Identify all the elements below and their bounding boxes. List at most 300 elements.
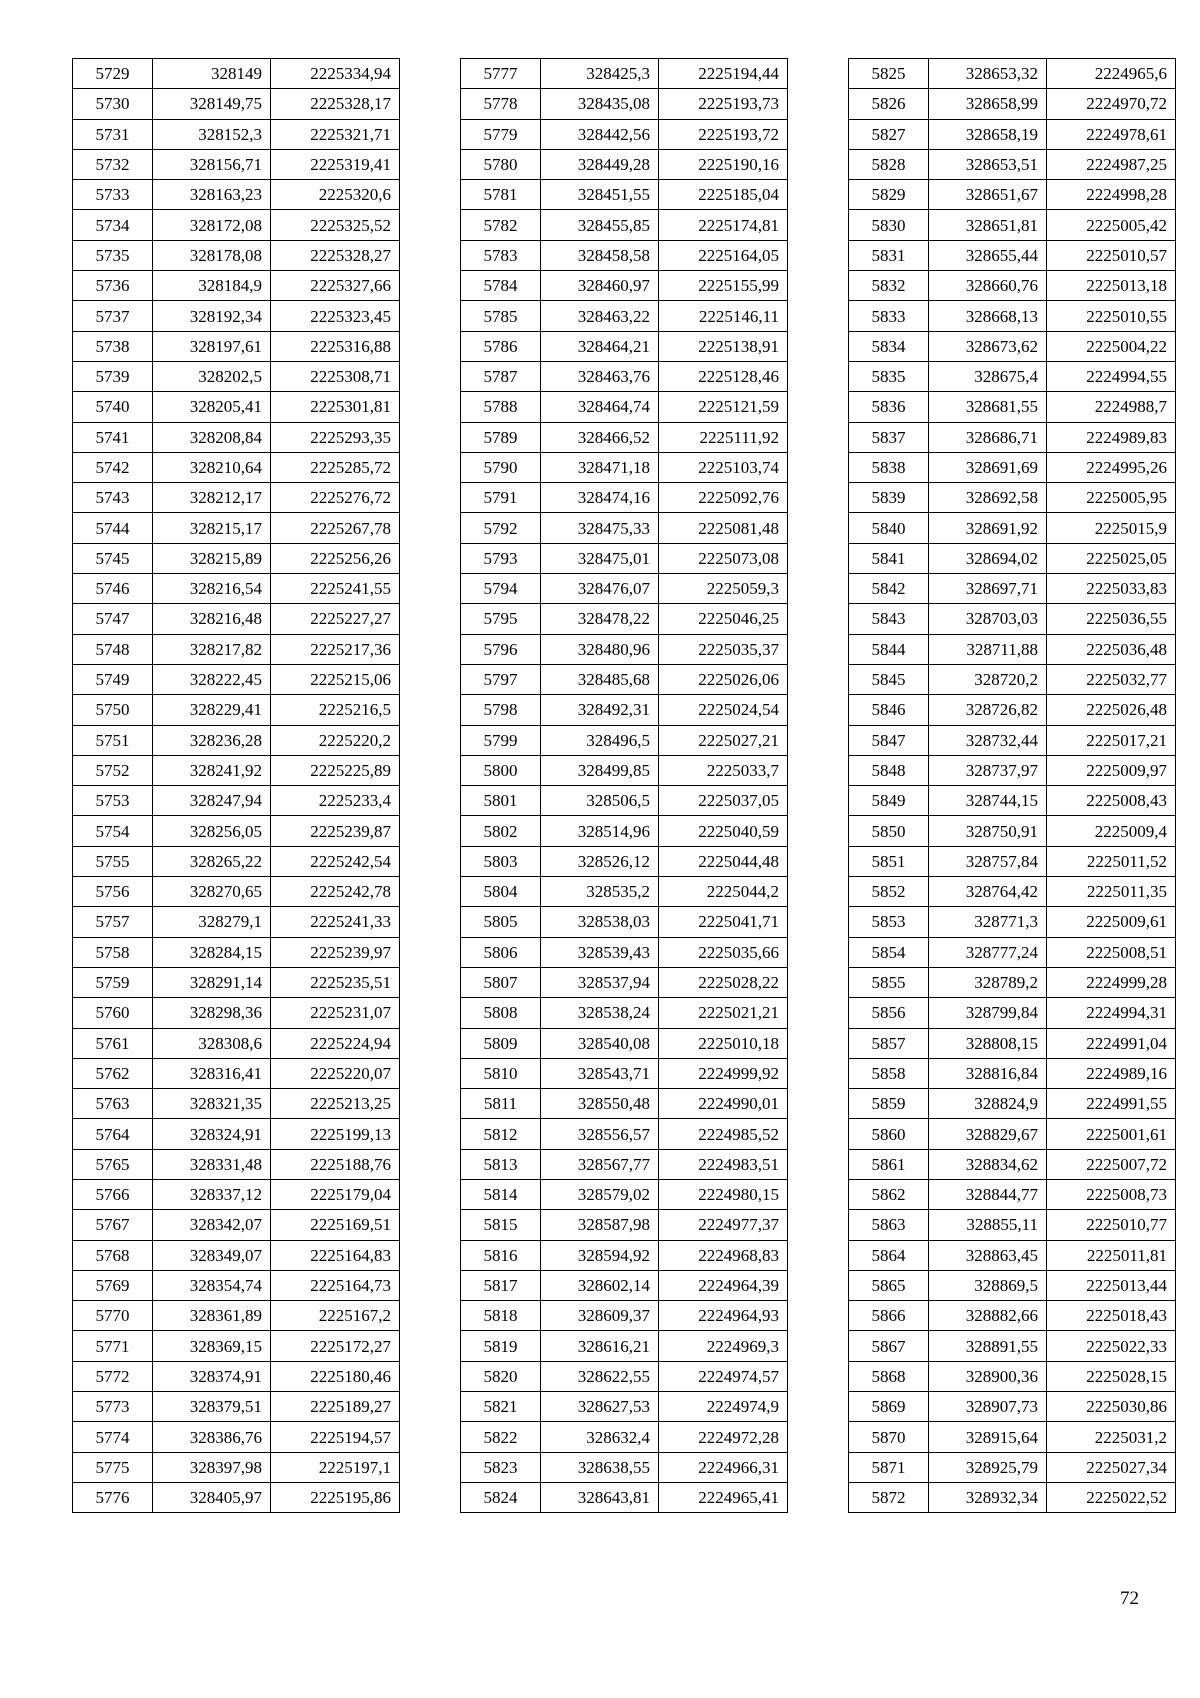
x-coordinate-cell: 328543,71 — [541, 1058, 659, 1088]
point-number-cell: 5798 — [461, 695, 541, 725]
table-row — [73, 1361, 400, 1391]
x-coordinate-cell: 328208,84 — [153, 422, 271, 452]
x-coordinate-cell: 328737,97 — [929, 755, 1047, 785]
y-coordinate-cell: 2225021,21 — [659, 998, 788, 1028]
x-coordinate-cell: 328216,54 — [153, 574, 271, 604]
table-row — [849, 301, 1176, 331]
x-coordinate-cell: 328361,89 — [153, 1301, 271, 1331]
point-number-cell: 5781 — [461, 180, 541, 210]
point-number-cell: 5854 — [849, 937, 929, 967]
y-coordinate-cell: 2225293,35 — [271, 422, 400, 452]
table-row — [73, 331, 400, 361]
x-coordinate-cell: 328844,77 — [929, 1179, 1047, 1209]
y-coordinate-cell: 2225172,27 — [271, 1331, 400, 1361]
y-coordinate-cell: 2224966,31 — [659, 1452, 788, 1482]
y-coordinate-cell: 2225005,95 — [1047, 483, 1176, 513]
x-coordinate-cell: 328342,07 — [153, 1210, 271, 1240]
x-coordinate-cell: 328485,68 — [541, 664, 659, 694]
point-number-cell: 5810 — [461, 1058, 541, 1088]
x-coordinate-cell: 328855,11 — [929, 1210, 1047, 1240]
y-coordinate-cell: 2225323,45 — [271, 301, 400, 331]
x-coordinate-cell: 328638,55 — [541, 1452, 659, 1482]
table-row — [849, 361, 1176, 391]
table-row — [461, 392, 788, 422]
x-coordinate-cell: 328609,37 — [541, 1301, 659, 1331]
y-coordinate-cell: 2225128,46 — [659, 361, 788, 391]
x-coordinate-cell: 328321,35 — [153, 1089, 271, 1119]
x-coordinate-cell: 328556,57 — [541, 1119, 659, 1149]
x-coordinate-cell: 328651,81 — [929, 210, 1047, 240]
point-number-cell: 5816 — [461, 1240, 541, 1270]
y-coordinate-cell: 2225195,86 — [271, 1482, 400, 1512]
table-row — [73, 725, 400, 755]
table-row — [849, 695, 1176, 725]
x-coordinate-cell: 328460,97 — [541, 271, 659, 301]
y-coordinate-cell: 2225041,71 — [659, 907, 788, 937]
point-number-cell: 5840 — [849, 513, 929, 543]
y-coordinate-cell: 2225179,04 — [271, 1179, 400, 1209]
y-coordinate-cell: 2225321,71 — [271, 119, 400, 149]
y-coordinate-cell: 2225005,42 — [1047, 210, 1176, 240]
table-row — [849, 1149, 1176, 1179]
y-coordinate-cell: 2225036,55 — [1047, 604, 1176, 634]
y-coordinate-cell: 2225169,51 — [271, 1210, 400, 1240]
x-coordinate-cell: 328463,22 — [541, 301, 659, 331]
y-coordinate-cell: 2225308,71 — [271, 361, 400, 391]
table-row — [73, 1452, 400, 1482]
point-number-cell: 5766 — [73, 1179, 153, 1209]
point-number-cell: 5825 — [849, 59, 929, 89]
x-coordinate-cell: 328458,58 — [541, 240, 659, 270]
table-row — [461, 695, 788, 725]
point-number-cell: 5833 — [849, 301, 929, 331]
x-coordinate-cell: 328720,2 — [929, 664, 1047, 694]
x-coordinate-cell: 328270,65 — [153, 877, 271, 907]
table-row — [849, 998, 1176, 1028]
table-row — [849, 1270, 1176, 1300]
y-coordinate-cell: 2225010,57 — [1047, 240, 1176, 270]
table-row — [73, 452, 400, 482]
x-coordinate-cell: 328331,48 — [153, 1149, 271, 1179]
table-row — [461, 1119, 788, 1149]
point-number-cell: 5730 — [73, 89, 153, 119]
table-row — [849, 1331, 1176, 1361]
x-coordinate-cell: 328655,44 — [929, 240, 1047, 270]
table-row — [461, 786, 788, 816]
point-number-cell: 5828 — [849, 149, 929, 179]
table-row — [461, 361, 788, 391]
y-coordinate-cell: 2225026,06 — [659, 664, 788, 694]
y-coordinate-cell: 2225035,37 — [659, 634, 788, 664]
y-coordinate-cell: 2225267,78 — [271, 513, 400, 543]
table-row — [849, 483, 1176, 513]
y-coordinate-cell: 2225167,2 — [271, 1301, 400, 1331]
point-number-cell: 5818 — [461, 1301, 541, 1331]
table-row — [849, 1301, 1176, 1331]
x-coordinate-cell: 328506,5 — [541, 786, 659, 816]
y-coordinate-cell: 2225180,46 — [271, 1361, 400, 1391]
table-row — [849, 846, 1176, 876]
y-coordinate-cell: 2225146,11 — [659, 301, 788, 331]
point-number-cell: 5859 — [849, 1089, 929, 1119]
point-number-cell: 5776 — [73, 1482, 153, 1512]
x-coordinate-cell: 328405,97 — [153, 1482, 271, 1512]
table-row — [461, 422, 788, 452]
table-row — [849, 1089, 1176, 1119]
y-coordinate-cell: 2225030,86 — [1047, 1392, 1176, 1422]
point-number-cell: 5834 — [849, 331, 929, 361]
y-coordinate-cell: 2225027,21 — [659, 725, 788, 755]
table-row — [849, 967, 1176, 997]
point-number-cell: 5863 — [849, 1210, 929, 1240]
point-number-cell: 5793 — [461, 543, 541, 573]
table-row — [849, 907, 1176, 937]
y-coordinate-cell: 2224989,16 — [1047, 1058, 1176, 1088]
point-number-cell: 5788 — [461, 392, 541, 422]
y-coordinate-cell: 2225174,81 — [659, 210, 788, 240]
table-row — [73, 574, 400, 604]
x-coordinate-cell: 328152,3 — [153, 119, 271, 149]
point-number-cell: 5778 — [461, 89, 541, 119]
x-coordinate-cell: 328757,84 — [929, 846, 1047, 876]
x-coordinate-cell: 328442,56 — [541, 119, 659, 149]
y-coordinate-cell: 2225044,48 — [659, 846, 788, 876]
point-number-cell: 5841 — [849, 543, 929, 573]
y-coordinate-cell: 2224999,28 — [1047, 967, 1176, 997]
point-number-cell: 5785 — [461, 301, 541, 331]
y-coordinate-cell: 2224964,39 — [659, 1270, 788, 1300]
x-coordinate-cell: 328499,85 — [541, 755, 659, 785]
point-number-cell: 5831 — [849, 240, 929, 270]
point-number-cell: 5871 — [849, 1452, 929, 1482]
point-number-cell: 5750 — [73, 695, 153, 725]
x-coordinate-cell: 328673,62 — [929, 331, 1047, 361]
table-row — [461, 89, 788, 119]
x-coordinate-cell: 328602,14 — [541, 1270, 659, 1300]
point-number-cell: 5827 — [849, 119, 929, 149]
table-row — [73, 937, 400, 967]
x-coordinate-cell: 328464,74 — [541, 392, 659, 422]
table-row — [73, 1210, 400, 1240]
table-row — [73, 1240, 400, 1270]
point-number-cell: 5786 — [461, 331, 541, 361]
y-coordinate-cell: 2225011,81 — [1047, 1240, 1176, 1270]
point-number-cell: 5842 — [849, 574, 929, 604]
x-coordinate-cell: 328567,77 — [541, 1149, 659, 1179]
x-coordinate-cell: 328349,07 — [153, 1240, 271, 1270]
x-coordinate-cell: 328478,22 — [541, 604, 659, 634]
point-number-cell: 5771 — [73, 1331, 153, 1361]
point-number-cell: 5832 — [849, 271, 929, 301]
y-coordinate-cell: 2224977,37 — [659, 1210, 788, 1240]
point-number-cell: 5870 — [849, 1422, 929, 1452]
x-coordinate-cell: 328537,94 — [541, 967, 659, 997]
x-coordinate-cell: 328750,91 — [929, 816, 1047, 846]
x-coordinate-cell: 328863,45 — [929, 1240, 1047, 1270]
x-coordinate-cell: 328692,58 — [929, 483, 1047, 513]
point-number-cell: 5815 — [461, 1210, 541, 1240]
y-coordinate-cell: 2225327,66 — [271, 271, 400, 301]
table-row — [461, 271, 788, 301]
table-row — [849, 664, 1176, 694]
y-coordinate-cell: 2225036,48 — [1047, 634, 1176, 664]
x-coordinate-cell: 328449,28 — [541, 149, 659, 179]
point-number-cell: 5748 — [73, 634, 153, 664]
x-coordinate-cell: 328265,22 — [153, 846, 271, 876]
table-row — [461, 543, 788, 573]
point-number-cell: 5855 — [849, 967, 929, 997]
table-row — [73, 1301, 400, 1331]
x-coordinate-cell: 328764,42 — [929, 877, 1047, 907]
table-row — [73, 695, 400, 725]
x-coordinate-cell: 328492,31 — [541, 695, 659, 725]
table-row — [849, 543, 1176, 573]
y-coordinate-cell: 2225233,4 — [271, 786, 400, 816]
table-row — [461, 1089, 788, 1119]
y-coordinate-cell: 2225239,87 — [271, 816, 400, 846]
y-coordinate-cell: 2225328,17 — [271, 89, 400, 119]
table-row — [73, 59, 400, 89]
point-number-cell: 5732 — [73, 149, 153, 179]
coordinate-table-2 — [460, 58, 788, 1513]
table-row — [73, 816, 400, 846]
point-number-cell: 5850 — [849, 816, 929, 846]
point-number-cell: 5753 — [73, 786, 153, 816]
point-number-cell: 5843 — [849, 604, 929, 634]
x-coordinate-cell: 328550,48 — [541, 1089, 659, 1119]
y-coordinate-cell: 2224972,28 — [659, 1422, 788, 1452]
point-number-cell: 5747 — [73, 604, 153, 634]
point-number-cell: 5757 — [73, 907, 153, 937]
y-coordinate-cell: 2225009,4 — [1047, 816, 1176, 846]
table-row — [73, 149, 400, 179]
x-coordinate-cell: 328632,4 — [541, 1422, 659, 1452]
x-coordinate-cell: 328291,14 — [153, 967, 271, 997]
x-coordinate-cell: 328829,67 — [929, 1119, 1047, 1149]
y-coordinate-cell: 2225027,34 — [1047, 1452, 1176, 1482]
x-coordinate-cell: 328241,92 — [153, 755, 271, 785]
point-number-cell: 5795 — [461, 604, 541, 634]
y-coordinate-cell: 2225013,18 — [1047, 271, 1176, 301]
y-coordinate-cell: 2225216,5 — [271, 695, 400, 725]
table-row — [73, 1119, 400, 1149]
table-row — [849, 816, 1176, 846]
table-row — [461, 1452, 788, 1482]
point-number-cell: 5864 — [849, 1240, 929, 1270]
x-coordinate-cell: 328172,08 — [153, 210, 271, 240]
x-coordinate-cell: 328915,64 — [929, 1422, 1047, 1452]
table-row — [73, 119, 400, 149]
table-row — [849, 1028, 1176, 1058]
point-number-cell: 5839 — [849, 483, 929, 513]
table-row — [849, 149, 1176, 179]
x-coordinate-cell: 328660,76 — [929, 271, 1047, 301]
y-coordinate-cell: 2225004,22 — [1047, 331, 1176, 361]
point-number-cell: 5733 — [73, 180, 153, 210]
x-coordinate-cell: 328279,1 — [153, 907, 271, 937]
x-coordinate-cell: 328587,98 — [541, 1210, 659, 1240]
x-coordinate-cell: 328379,51 — [153, 1392, 271, 1422]
y-coordinate-cell: 2225320,6 — [271, 180, 400, 210]
x-coordinate-cell: 328212,17 — [153, 483, 271, 513]
table-row — [73, 998, 400, 1028]
point-number-cell: 5760 — [73, 998, 153, 1028]
point-number-cell: 5804 — [461, 877, 541, 907]
point-number-cell: 5869 — [849, 1392, 929, 1422]
x-coordinate-cell: 328711,88 — [929, 634, 1047, 664]
x-coordinate-cell: 328907,73 — [929, 1392, 1047, 1422]
x-coordinate-cell: 328337,12 — [153, 1179, 271, 1209]
y-coordinate-cell: 2225199,13 — [271, 1119, 400, 1149]
y-coordinate-cell: 2225046,25 — [659, 604, 788, 634]
x-coordinate-cell: 328156,71 — [153, 149, 271, 179]
y-coordinate-cell: 2224983,51 — [659, 1149, 788, 1179]
point-number-cell: 5848 — [849, 755, 929, 785]
table-row — [849, 574, 1176, 604]
point-number-cell: 5777 — [461, 59, 541, 89]
y-coordinate-cell: 2224985,52 — [659, 1119, 788, 1149]
point-number-cell: 5811 — [461, 1089, 541, 1119]
point-number-cell: 5814 — [461, 1179, 541, 1209]
table-row — [73, 1331, 400, 1361]
y-coordinate-cell: 2225009,97 — [1047, 755, 1176, 785]
table-row — [461, 1422, 788, 1452]
x-coordinate-cell: 328616,21 — [541, 1331, 659, 1361]
y-coordinate-cell: 2224991,55 — [1047, 1089, 1176, 1119]
x-coordinate-cell: 328627,53 — [541, 1392, 659, 1422]
table-row — [461, 574, 788, 604]
table-row — [461, 513, 788, 543]
table-row — [849, 1452, 1176, 1482]
table-row — [73, 604, 400, 634]
table-row — [849, 422, 1176, 452]
point-number-cell: 5770 — [73, 1301, 153, 1331]
table-row — [73, 1482, 400, 1512]
point-number-cell: 5751 — [73, 725, 153, 755]
x-coordinate-cell: 328215,17 — [153, 513, 271, 543]
x-coordinate-cell: 328824,9 — [929, 1089, 1047, 1119]
y-coordinate-cell: 2225033,7 — [659, 755, 788, 785]
table-row — [73, 301, 400, 331]
y-coordinate-cell: 2224978,61 — [1047, 119, 1176, 149]
x-coordinate-cell: 328653,51 — [929, 149, 1047, 179]
y-coordinate-cell: 2225013,44 — [1047, 1270, 1176, 1300]
table-row — [461, 907, 788, 937]
table-row — [849, 755, 1176, 785]
y-coordinate-cell: 2225231,07 — [271, 998, 400, 1028]
table-row — [461, 1028, 788, 1058]
x-coordinate-cell: 328471,18 — [541, 452, 659, 482]
table-row — [73, 180, 400, 210]
table-row — [461, 816, 788, 846]
table-row — [461, 210, 788, 240]
point-number-cell: 5856 — [849, 998, 929, 1028]
point-number-cell: 5868 — [849, 1361, 929, 1391]
y-coordinate-cell: 2224989,83 — [1047, 422, 1176, 452]
y-coordinate-cell: 2225194,44 — [659, 59, 788, 89]
y-coordinate-cell: 2225325,52 — [271, 210, 400, 240]
y-coordinate-cell: 2225037,05 — [659, 786, 788, 816]
point-number-cell: 5819 — [461, 1331, 541, 1361]
y-coordinate-cell: 2225194,57 — [271, 1422, 400, 1452]
table-row — [849, 89, 1176, 119]
table-row — [73, 240, 400, 270]
x-coordinate-cell: 328397,98 — [153, 1452, 271, 1482]
x-coordinate-cell: 328726,82 — [929, 695, 1047, 725]
point-number-cell: 5729 — [73, 59, 153, 89]
x-coordinate-cell: 328386,76 — [153, 1422, 271, 1452]
table-row — [461, 604, 788, 634]
x-coordinate-cell: 328475,33 — [541, 513, 659, 543]
x-coordinate-cell: 328732,44 — [929, 725, 1047, 755]
table-row — [461, 937, 788, 967]
point-number-cell: 5789 — [461, 422, 541, 452]
y-coordinate-cell: 2224969,3 — [659, 1331, 788, 1361]
table-row — [849, 937, 1176, 967]
table-row — [461, 998, 788, 1028]
y-coordinate-cell: 2225164,05 — [659, 240, 788, 270]
x-coordinate-cell: 328816,84 — [929, 1058, 1047, 1088]
x-coordinate-cell: 328284,15 — [153, 937, 271, 967]
point-number-cell: 5853 — [849, 907, 929, 937]
table-row — [73, 422, 400, 452]
x-coordinate-cell: 328882,66 — [929, 1301, 1047, 1331]
x-coordinate-cell: 328476,07 — [541, 574, 659, 604]
point-number-cell: 5852 — [849, 877, 929, 907]
table-row — [73, 1089, 400, 1119]
y-coordinate-cell: 2225197,1 — [271, 1452, 400, 1482]
point-number-cell: 5762 — [73, 1058, 153, 1088]
y-coordinate-cell: 2224998,28 — [1047, 180, 1176, 210]
x-coordinate-cell: 328651,67 — [929, 180, 1047, 210]
y-coordinate-cell: 2225028,15 — [1047, 1361, 1176, 1391]
table-row — [461, 755, 788, 785]
point-number-cell: 5772 — [73, 1361, 153, 1391]
y-coordinate-cell: 2224974,9 — [659, 1392, 788, 1422]
point-number-cell: 5784 — [461, 271, 541, 301]
x-coordinate-cell: 328215,89 — [153, 543, 271, 573]
x-coordinate-cell: 328316,41 — [153, 1058, 271, 1088]
x-coordinate-cell: 328298,36 — [153, 998, 271, 1028]
table-row — [849, 1240, 1176, 1270]
x-coordinate-cell: 328202,5 — [153, 361, 271, 391]
table-row — [73, 1270, 400, 1300]
y-coordinate-cell: 2225031,2 — [1047, 1422, 1176, 1452]
table-row — [461, 1058, 788, 1088]
x-coordinate-cell: 328535,2 — [541, 877, 659, 907]
table-row — [461, 331, 788, 361]
x-coordinate-cell: 328668,13 — [929, 301, 1047, 331]
y-coordinate-cell: 2225189,27 — [271, 1392, 400, 1422]
point-number-cell: 5740 — [73, 392, 153, 422]
point-number-cell: 5745 — [73, 543, 153, 573]
y-coordinate-cell: 2225285,72 — [271, 452, 400, 482]
point-number-cell: 5867 — [849, 1331, 929, 1361]
y-coordinate-cell: 2225239,97 — [271, 937, 400, 967]
x-coordinate-cell: 328222,45 — [153, 664, 271, 694]
table-row — [849, 604, 1176, 634]
y-coordinate-cell: 2225024,54 — [659, 695, 788, 725]
point-number-cell: 5807 — [461, 967, 541, 997]
y-coordinate-cell: 2225010,77 — [1047, 1210, 1176, 1240]
table-row — [73, 907, 400, 937]
table-row — [73, 543, 400, 573]
point-number-cell: 5746 — [73, 574, 153, 604]
y-coordinate-cell: 2225227,27 — [271, 604, 400, 634]
y-coordinate-cell: 2225213,25 — [271, 1089, 400, 1119]
x-coordinate-cell: 328891,55 — [929, 1331, 1047, 1361]
table-row — [73, 392, 400, 422]
